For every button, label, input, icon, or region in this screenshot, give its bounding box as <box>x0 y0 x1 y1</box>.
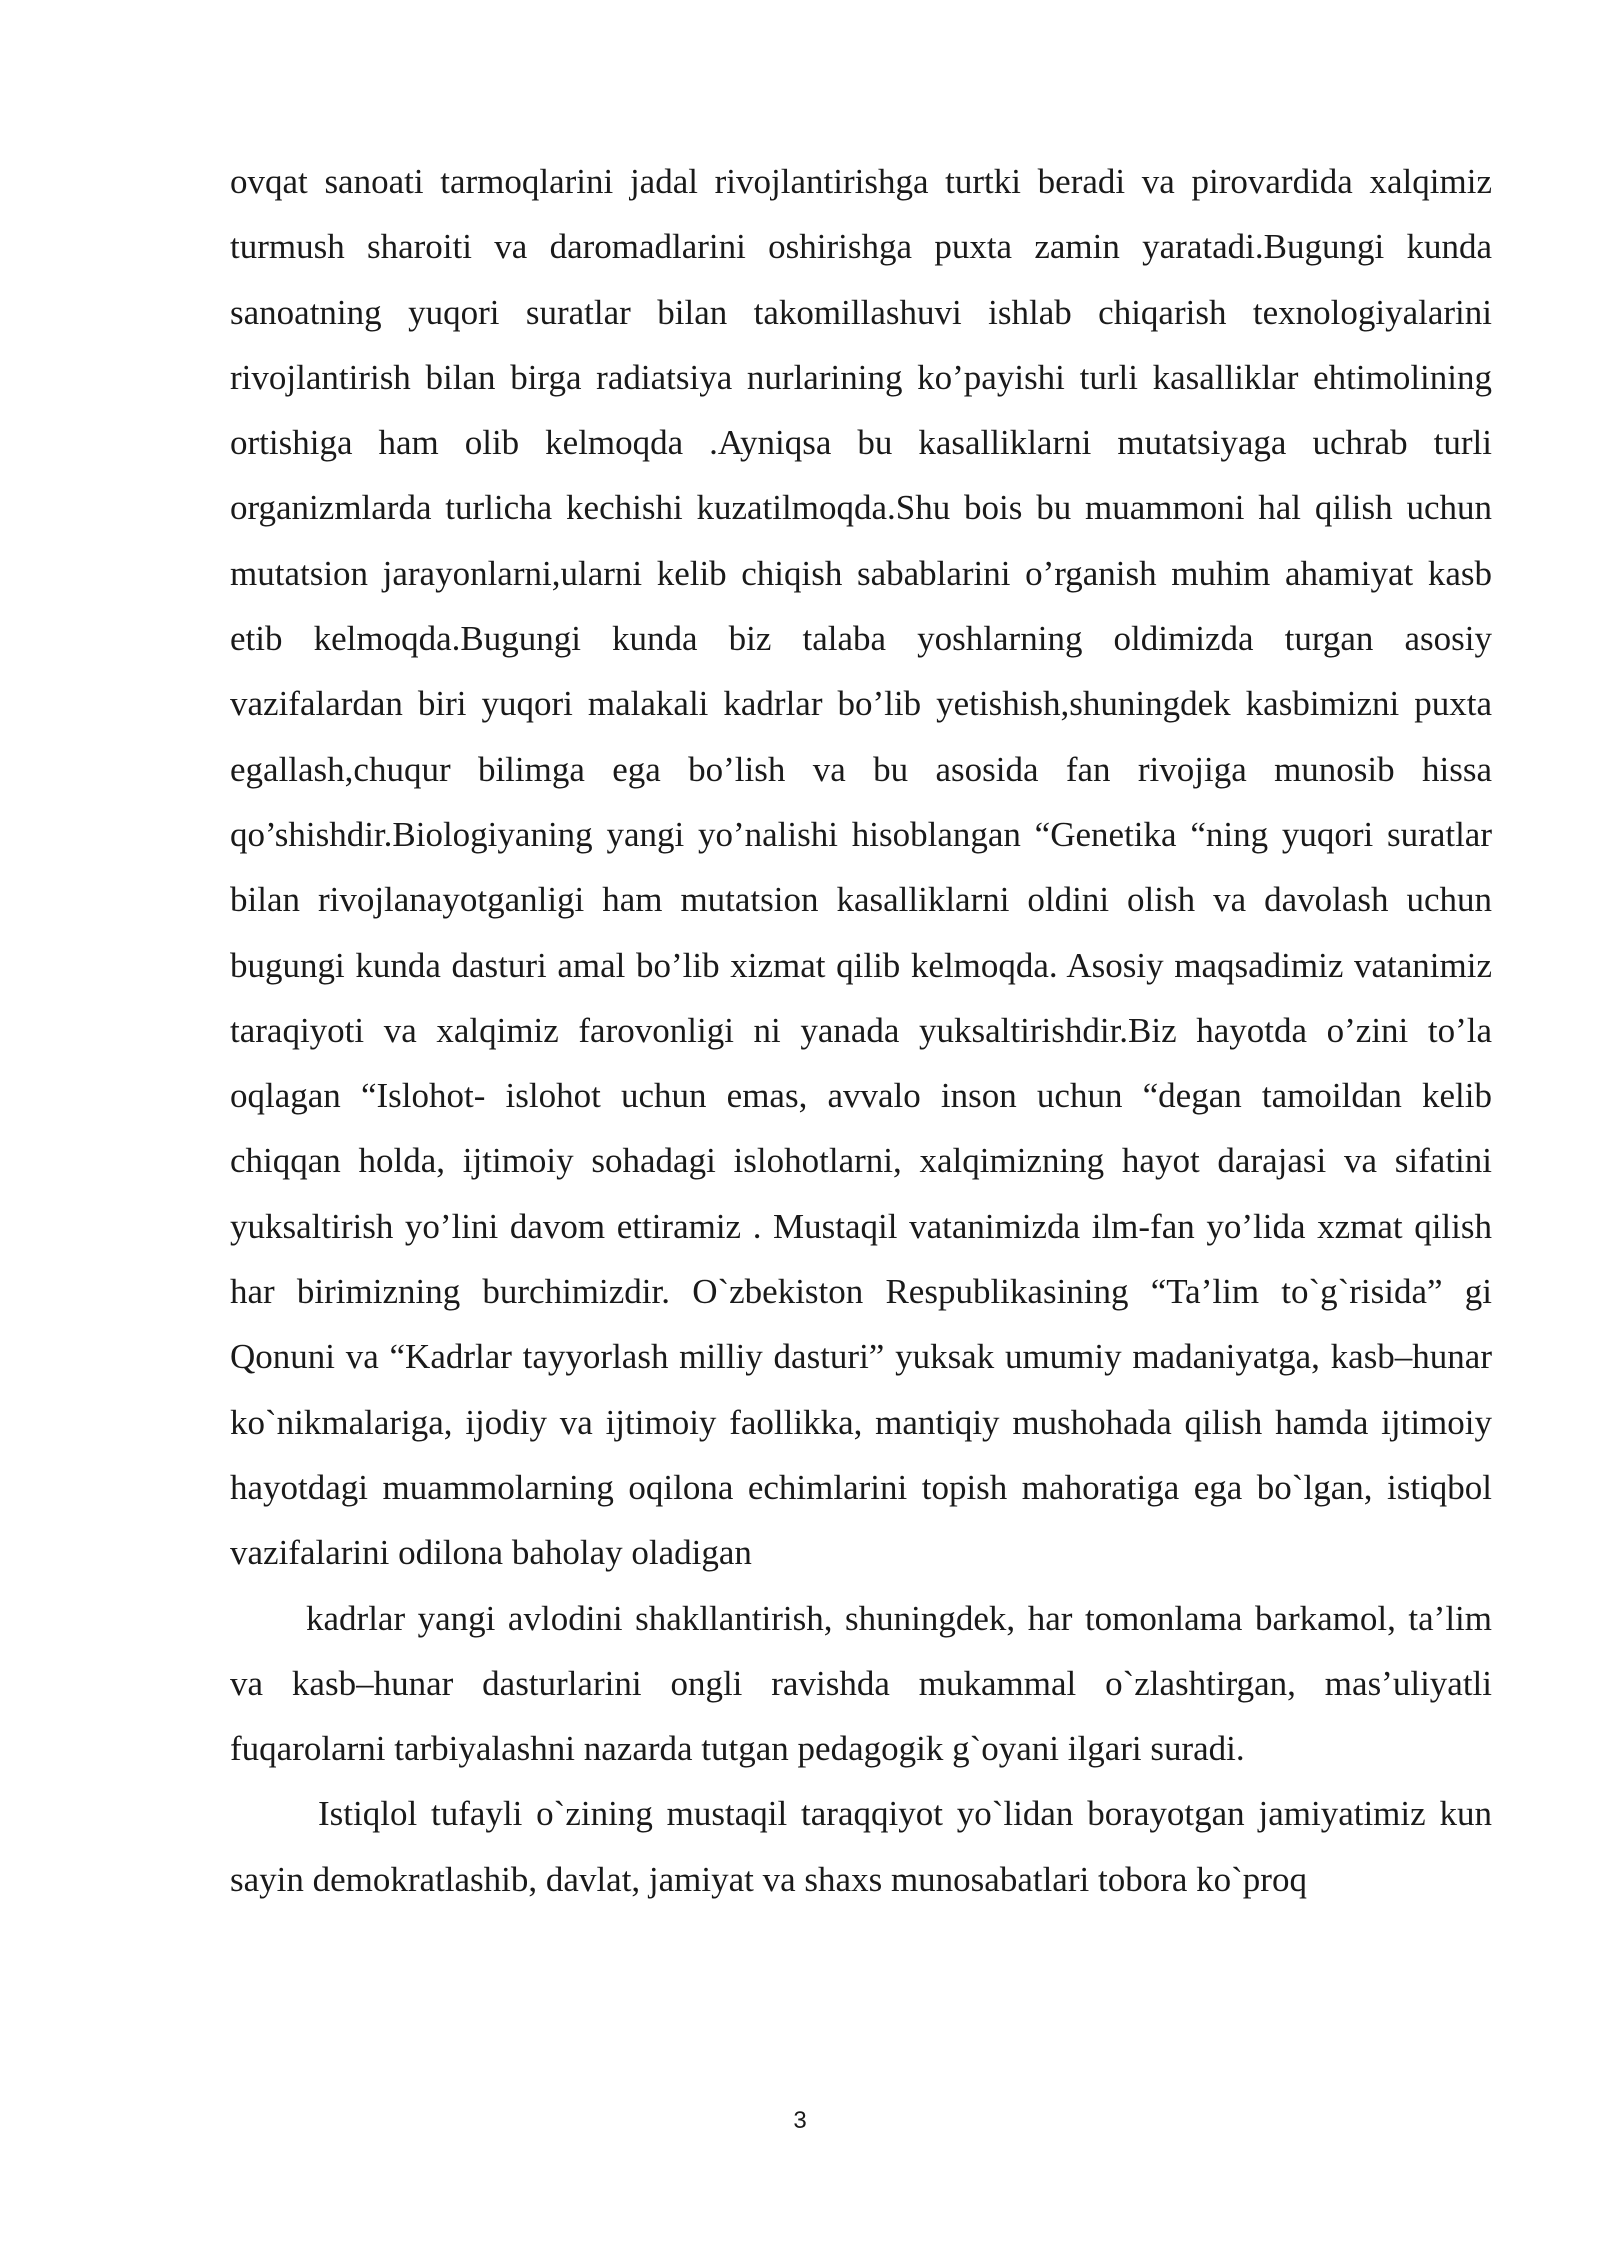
paragraph-2: kadrlar yangi avlodini shakllantirish, shuningdek, har tomonlama barkamol, ta’lim va kasb–hunar dasturlarini ongli ravishda mukammal o`zlashtirgan, mas’uliyatli fuqarolarni tarbiyalashni nazarda tutgan pedagogik g`oyani ilgari suradi. <box>230 1598 1492 1769</box>
page-number: 3 <box>793 2107 807 2134</box>
document-body <box>230 149 1492 1912</box>
paragraph-3: Istiqlol tufayli o`zining mustaqil taraqqiyot yo`lidan borayotgan jamiyatimiz kun sayin demokratlashib, davlat, jamiyat va shaxs munosabatlari tobora ko`proq <box>230 1794 1492 1899</box>
paragraph-1: ovqat sanoati tarmoqlarini jadal rivojlantirishga turtki beradi va pirovardida xalqimiz turmush sharoiti va daromadlarini oshirishga puxta zamin yaratadi.Bugungi kunda sanoatning yuqori suratlar bilan takomillashuvi ishlab chiqarish texnologiyalarini rivojlantirish bilan birga radiatsiya nurlarining ko’payishi turli kasalliklar ehtimolining ortishiga ham olib kelmoqda .Ayniqsa bu kasalliklarni mutatsiyaga uchrab turli organizmlarda turlicha kechishi kuzatilmoqda.Shu bois bu muammoni hal qilish uchun mutatsion jarayonlarni,ularni kelib chiqish sabablarini o’rganish muhim ahamiyat kasb etib kelmoqda.Bugungi kunda biz talaba yoshlarning oldimizda turgan asosiy vazifalardan biri yuqori malakali kadrlar bo’lib yetishish,shuningdek kasbimizni puxta egallash,chuqur bilimga ega bo’lish va bu asosida fan rivojiga munosib hissa qo’shishdir.Biologiyaning yangi yo’nalishi hisoblangan “Genetika “ning yuqori suratlar bilan rivojlanayotganligi ham mutatsion kasalliklarni oldini olish va davolash uchun bugungi kunda dasturi amal bo’lib xizmat qilib kelmoqda. Asosiy maqsadimiz vatanimiz taraqiyoti va xalqimiz farovonligi ni yanada yuksaltirishdir.Biz hayotda o’zini to’la oqlagan “Islohot- islohot uchun emas, avvalo inson uchun “degan tamoildan kelib chiqqan holda, ijtimoiy sohadagi islohotlarni, xalqimizning hayot darajasi va sifatini yuksaltirish yo’lini davom ettiramiz . Mustaqil vatanimizda ilm-fan yo’lida xzmat qilish har birimizning burchimizdir. O`zbekiston Respublikasining “Ta’lim to`g`risida” gi Qonuni va “Kadrlar tayyorlash milliy dasturi” yuksak umumiy madaniyatga, kasb–hunar ko`nikmalariga, ijodiy va ijtimoiy faollikka, mantiqiy mushohada qilish hamda ijtimoiy hayotdagi muammolarning oqilona echimlarini topish mahoratiga ega bo`lgan, istiqbol vazifalarini odilona baholay oladigan <box>230 162 1492 1573</box>
